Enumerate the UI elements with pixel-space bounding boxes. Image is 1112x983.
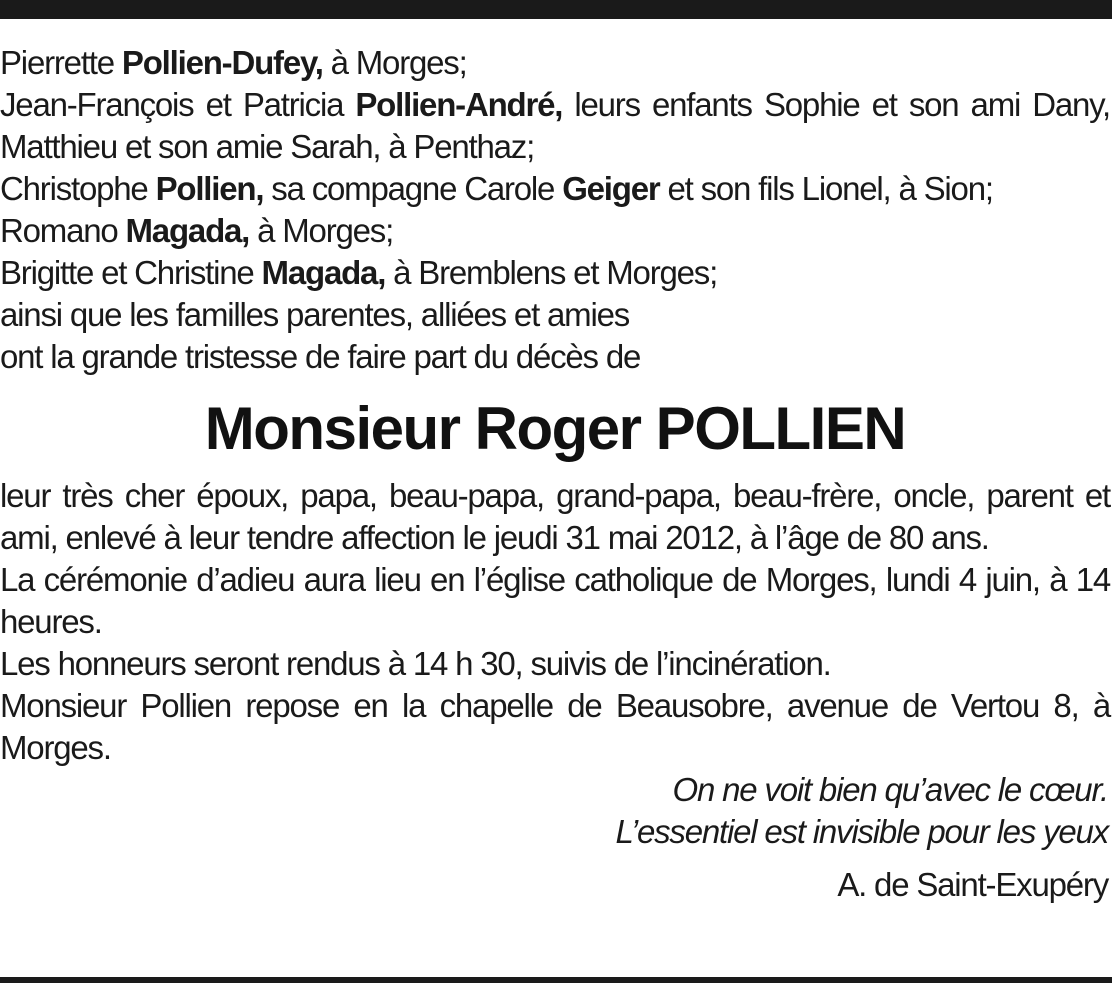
family-surname: Magada, [261,254,386,291]
death-notice [0,42,1110,906]
family-line-4 [0,210,1110,252]
family-text: à Morges; [249,212,394,249]
family-text: à Morges; [322,44,467,81]
family-text: Brigitte et Christine [0,254,262,291]
intro-line-1: ainsi que les familles parentes, alliées et amies [0,296,630,333]
bottom-rule [0,977,1112,983]
quote [0,769,1110,853]
paragraph-tribute: leur très cher époux, papa, beau-papa, grand-papa, beau-frère, oncle, parent et ami, enlevé à leur tendre affection le jeudi 31 mai 2012, à l’âge de 80 ans. [0,477,1110,556]
family-surname: Magada, [125,212,250,249]
deceased-name: Monsieur Roger POLLIEN [204,395,906,462]
paragraph-honours: Les honneurs seront rendus à 14 h 30, suivis de l’incinération. [0,645,831,682]
family-text: et son fils Lionel, à Sion; [659,170,993,207]
intro-line-2: ont la grande tristesse de faire part du décès de [0,338,641,375]
quote-author: A. de Saint-Exupéry [837,866,1108,903]
quote-line-2: L’essentiel est invisible pour les yeux [615,813,1108,850]
top-rule [0,0,1112,19]
family-text: Romano [0,212,126,249]
family-text: sa compagne Carole [263,170,563,207]
family-surname: Pollien-André, [355,86,563,123]
family-line-5 [0,252,1110,294]
family-text: Jean-François et Patricia [0,86,356,123]
quote-line-1: On ne voit bien qu’avec le cœur. [672,771,1108,808]
family-text: Pierrette [0,44,122,81]
family-line-1 [0,42,1110,84]
family-surname: Geiger [562,170,660,207]
family-text: leurs enfants Sophie et son ami Dany, Matthieu et son amie Sarah, à Penthaz; [0,86,1110,165]
family-line-2 [0,84,1110,168]
paragraph-ceremony: La cérémonie d’adieu aura lieu en l’église catholique de Morges, lundi 4 juin, à 14 heures. [0,561,1110,640]
family-surname: Pollien-Dufey, [121,44,323,81]
paragraph-chapel: Monsieur Pollien repose en la chapelle de Beausobre, avenue de Vertou 8, à Morges. [0,687,1110,766]
family-line-3 [0,168,1110,210]
family-surname: Pollien, [155,170,264,207]
family-text: Christophe [0,170,156,207]
family-text: à Bremblens et Morges; [385,254,718,291]
